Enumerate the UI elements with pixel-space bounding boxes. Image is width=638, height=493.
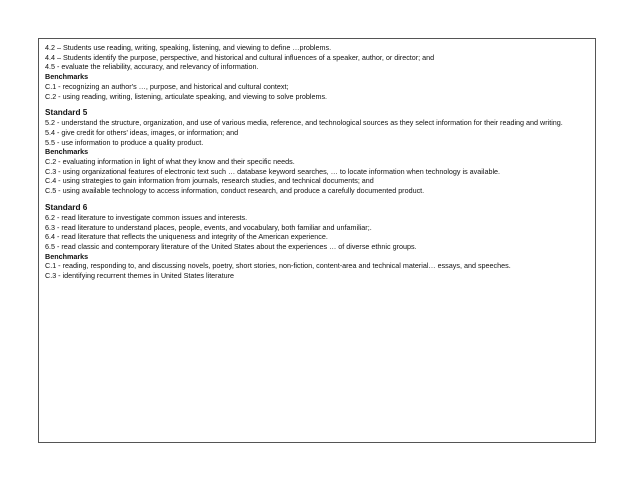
benchmarks-label: Benchmarks (45, 251, 89, 261)
document-content-box (38, 38, 596, 443)
standard-item: 4.4 – Students identify the purpose, perspective, and historical and cultural influences of a speaker, author, or director; and (45, 52, 435, 62)
benchmark-item: C.4 - using strategies to gain information from journals, research studies, and technical documents; and (45, 176, 374, 186)
section-standard-6 (45, 203, 589, 281)
standard-item: 6.5 - read classic and contemporary literature of the United States about the experiences … of diverse ethnic groups. (45, 241, 417, 251)
standard-item: 4.5 - evaluate the reliability, accuracy, and relevancy of information. (45, 62, 259, 72)
standard-item: 5.2 - understand the structure, organization, and use of various media, reference, and technological sources as they select information for their reading and writing. (45, 118, 563, 128)
standard-heading: Standard 6 (45, 202, 88, 212)
standard-heading: Standard 5 (45, 108, 88, 118)
standard-item: 6.4 - read literature that reflects the uniqueness and integrity of the American experience. (45, 232, 328, 242)
benchmark-item: C.3 - using organizational features of electronic text such … database keyword searches, … to locate information when technology is available. (45, 166, 501, 176)
benchmark-item: C.1 - reading, responding to, and discussing novels, poetry, short stories, non-fiction, content-area and technical material… essays, and speeches. (45, 261, 511, 271)
standard-item: 4.2 – Students use reading, writing, speaking, listening, and viewing to define …problems. (45, 43, 332, 52)
standard-item: 6.3 - read literature to understand places, people, events, and vocabulary, both familiar and unfamiliar;. (45, 222, 372, 232)
benchmarks-label: Benchmarks (45, 72, 89, 82)
benchmark-item: C.3 - identifying recurrent themes in United States literature (45, 271, 234, 281)
section-standard-4 (45, 43, 589, 101)
benchmark-item: C.2 - using reading, writing, listening, articulate speaking, and viewing to solve problems. (45, 91, 328, 101)
standard-item: 6.2 - read literature to investigate common issues and interests. (45, 212, 248, 222)
benchmarks-label: Benchmarks (45, 147, 89, 157)
standard-item: 5.4 - give credit for others' ideas, images, or information; and (45, 127, 239, 137)
benchmark-item: C.5 - using available technology to access information, conduct research, and produce a carefully documented product. (45, 186, 425, 196)
benchmark-item: C.1 - recognizing an author's …, purpose, and historical and cultural context; (45, 81, 289, 91)
standard-item: 5.5 - use information to produce a quality product. (45, 137, 204, 147)
section-standard-5 (45, 108, 589, 196)
benchmark-item: C.2 - evaluating information in light of what they know and their specific needs. (45, 157, 295, 167)
